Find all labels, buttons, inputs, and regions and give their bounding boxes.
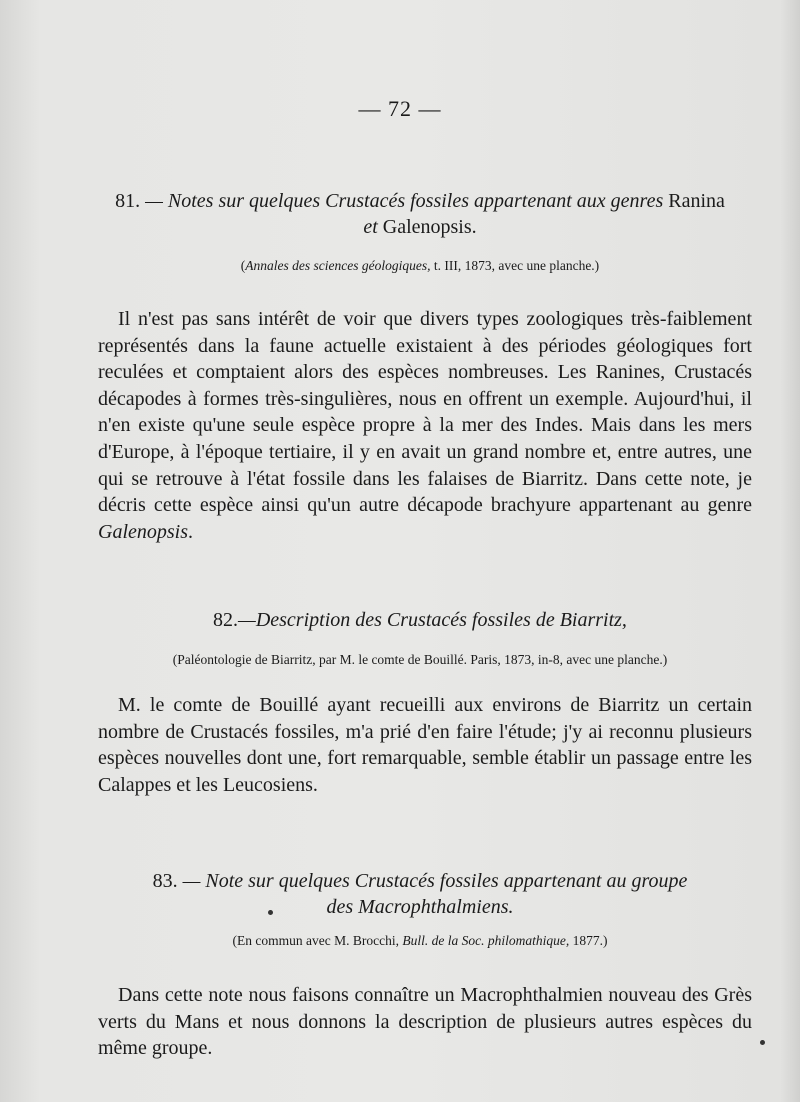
- section-81-paragraph-end: .: [188, 520, 193, 543]
- section-81-title-conjunction: et: [363, 216, 378, 238]
- section-83-citation: [100, 932, 740, 950]
- section-82-title: —Description des Crustacés fossiles de Biarritz,: [238, 609, 627, 631]
- section-83-paragraph: Dans cette note nous faisons connaître un Macrophthalmien nouveau des Grès verts du Mans et nous donnons la description de plusieurs autres espèces du même groupe.: [98, 984, 752, 1060]
- section-81-heading: [100, 188, 740, 240]
- section-83-heading: [100, 868, 740, 920]
- section-82-heading: [100, 607, 740, 633]
- section-81-citation-rest: t. III, 1873, avec une planche.): [430, 258, 600, 273]
- section-83-citation-journal: Bull. de la Soc. philomathique,: [402, 933, 570, 948]
- section-81-citation-open: (: [240, 258, 246, 273]
- print-speck: [760, 1040, 765, 1045]
- section-83-citation-suffix: 1877.): [569, 933, 608, 948]
- section-81-citation-journal: Annales des sciences géologiques,: [245, 258, 431, 273]
- section-83-number: 83.: [152, 870, 178, 892]
- section-81-citation: [100, 257, 740, 275]
- section-82-number: 82.: [213, 609, 239, 631]
- section-81-paragraph: [98, 306, 752, 545]
- section-81-number: 81.: [115, 190, 141, 212]
- print-speck: [268, 910, 273, 915]
- section-82-paragraph: M. le comte de Bouillé ayant recueilli aux environs de Biarritz un certain nombre de Crustacés fossiles, m'a prié d'en faire l'étude; j'y ai reconnu plusieurs espèces nouvelles dont une, fort remarquable, semble établir un passage entre les Calappes et les Leucosiens.: [98, 694, 752, 796]
- section-81-title-genus-2: Galenopsis.: [382, 216, 477, 238]
- section-81-paragraph-italic: Galenopsis: [98, 520, 188, 543]
- section-83-citation-prefix: (En commun avec M. Brocchi,: [232, 933, 403, 948]
- section-83-title-line-2: des Macrophthalmiens.: [326, 896, 514, 918]
- section-81-title-genus-1: Ranina: [668, 190, 725, 212]
- section-81-paragraph-main: Il n'est pas sans intérêt de voir que divers types zoologiques très-faiblement représentés dans la faune actuelle existaient à des périodes géologiques fort reculées et comptaient alors des espèces nombreuses. Les Ranines, Crustacés décapodes à formes très-singulières, nous en offrent un exemple. Aujourd'hui, il n'en existe qu'une seule espèce propre à la mer des Indes. Mais dans les mers d'Europe, à l'époque tertiaire, il y en avait un grand nombre et, entre autres, une qui se retrouve à l'état fossile dans les falaises de Biarritz. Dans cette note, je décris cette espèce ainsi qu'un autre décapode brachyure appartenant au genre: [98, 308, 752, 517]
- section-81-title: — Notes sur quelques Crustacés fossiles appartenant aux genres: [145, 190, 664, 212]
- page-number: — 72 —: [358, 96, 442, 121]
- section-83-title-line-1: — Note sur quelques Crustacés fossiles appartenant au groupe: [182, 870, 688, 892]
- section-82-citation: (Paléontologie de Biarritz, par M. le comte de Bouillé. Paris, 1873, in-8, avec une planche.): [172, 652, 668, 667]
